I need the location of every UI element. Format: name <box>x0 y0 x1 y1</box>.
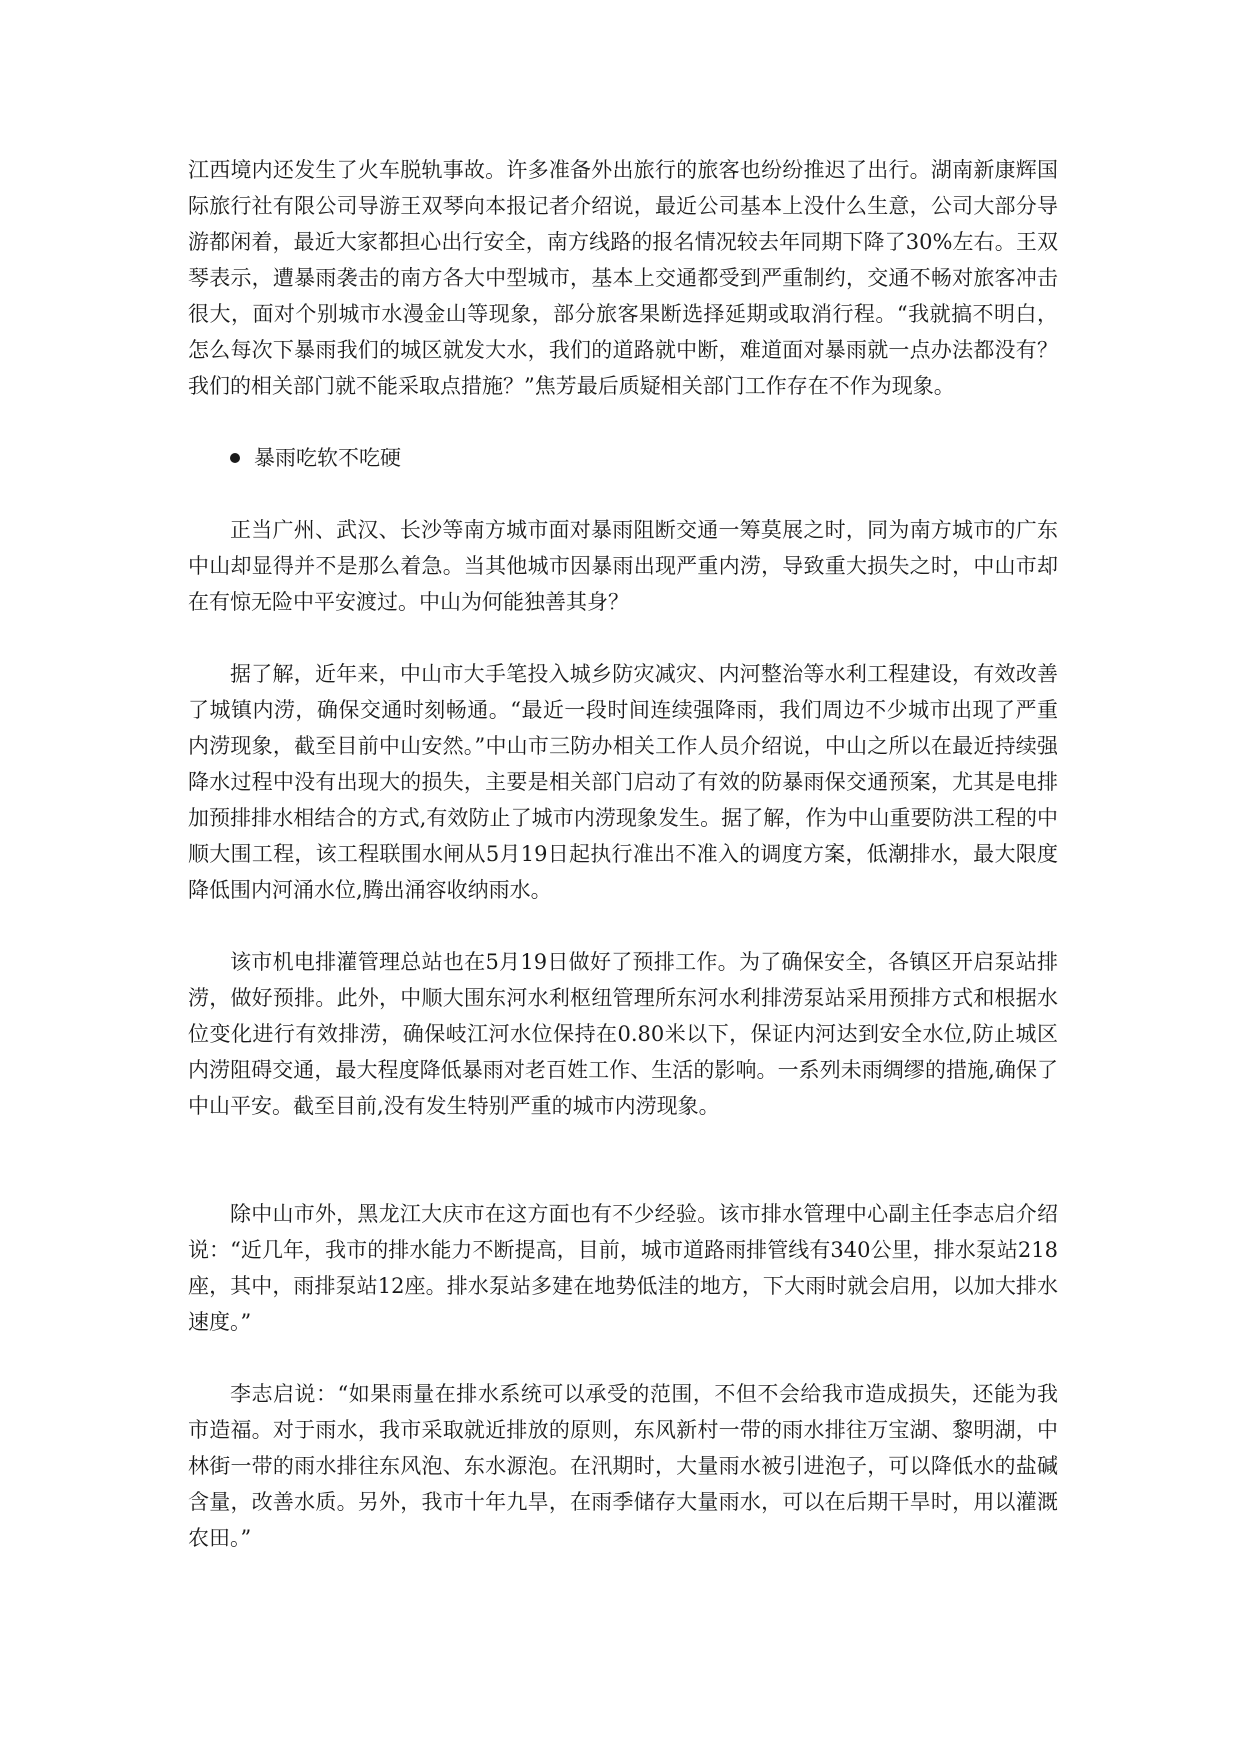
paragraph-daqing-quote: 李志启说：“如果雨量在排水系统可以承受的范围，不但不会给我市造成损失，还能为我市造福。对于雨水，我市采取就近排放的原则，东风新村一带的雨水排往万宝湖、黎明湖，中林街一带的雨水排往东风泡、东水源泡。在汛期时，大量雨水被引进泡子，可以降低水的盐碱含量，改善水质。另外，我市十年九旱，在雨季储存大量雨水，可以在后期干旱时，用以灌溉农田。” <box>188 1382 1058 1550</box>
section-heading-text: 暴雨吃软不吃硬 <box>254 446 401 470</box>
paragraph-daqing-intro: 除中山市外，黑龙江大庆市在这方面也有不少经验。该市排水管理中心副主任李志启介绍说：“近几年，我市的排水能力不断提高，目前，城市道路雨排管线有340公里，排水泵站218座，其中，雨排泵站12座。排水泵站多建在地势低洼的地方，下大雨时就会启用，以加大排水速度。” <box>188 1202 1058 1334</box>
bullet-icon <box>230 453 240 463</box>
article-body <box>188 152 1058 1592</box>
spacer <box>188 1160 1058 1196</box>
paragraph-zhongshan-intro: 正当广州、武汉、长沙等南方城市面对暴雨阻断交通一筹莫展之时，同为南方城市的广东中山却显得并不是那么着急。当其他城市因暴雨出现严重内涝，导致重大损失之时，中山市却在有惊无险中平安渡过。中山为何能独善其身？ <box>188 518 1058 614</box>
paragraph-travel-impact: 江西境内还发生了火车脱轨事故。许多准备外出旅行的旅客也纷纷推迟了出行。湖南新康辉国际旅行社有限公司导游王双琴向本报记者介绍说，最近公司基本上没什么生意，公司大部分导游都闲着，最近大家都担心出行安全，南方线路的报名情况较去年同期下降了30%左右。王双琴表示，遭暴雨袭击的南方各大中型城市，基本上交通都受到严重制约，交通不畅对旅客冲击很大，面对个别城市水漫金山等现象，部分旅客果断选择延期或取消行程。“我就搞不明白，怎么每次下暴雨我们的城区就发大水，我们的道路就中断，难道面对暴雨就一点办法都没有？我们的相关部门就不能采取点措施？”焦芳最后质疑相关部门工作存在不作为现象。 <box>188 158 1058 398</box>
paragraph-pumping-station: 该市机电排灌管理总站也在5月19日做好了预排工作。为了确保安全，各镇区开启泵站排涝，做好预排。此外，中顺大围东河水利枢纽管理所东河水利排涝泵站采用预排方式和根据水位变化进行有效排涝，确保岐江河水位保持在0.80米以下，保证内河达到安全水位,防止城区内涝阻碍交通，最大程度降低暴雨对老百姓工作、生活的影响。一系列未雨绸缪的措施,确保了中山平安。截至目前,没有发生特别严重的城市内涝现象。 <box>188 950 1058 1118</box>
section-heading <box>188 440 1058 476</box>
paragraph-zhongshan-measures: 据了解，近年来，中山市大手笔投入城乡防灾减灾、内河整治等水利工程建设，有效改善了城镇内涝，确保交通时刻畅通。“最近一段时间连续强降雨，我们周边不少城市出现了严重内涝现象，截至目前中山安然。”中山市三防办相关工作人员介绍说，中山之所以在最近持续强降水过程中没有出现大的损失，主要是相关部门启动了有效的防暴雨保交通预案，尤其是电排加预排排水相结合的方式,有效防止了城市内涝现象发生。据了解，作为中山重要防洪工程的中顺大围工程，该工程联围水闸从5月19日起执行准出不准入的调度方案，低潮排水，最大限度降低围内河涌水位,腾出涌容收纳雨水。 <box>188 662 1058 902</box>
